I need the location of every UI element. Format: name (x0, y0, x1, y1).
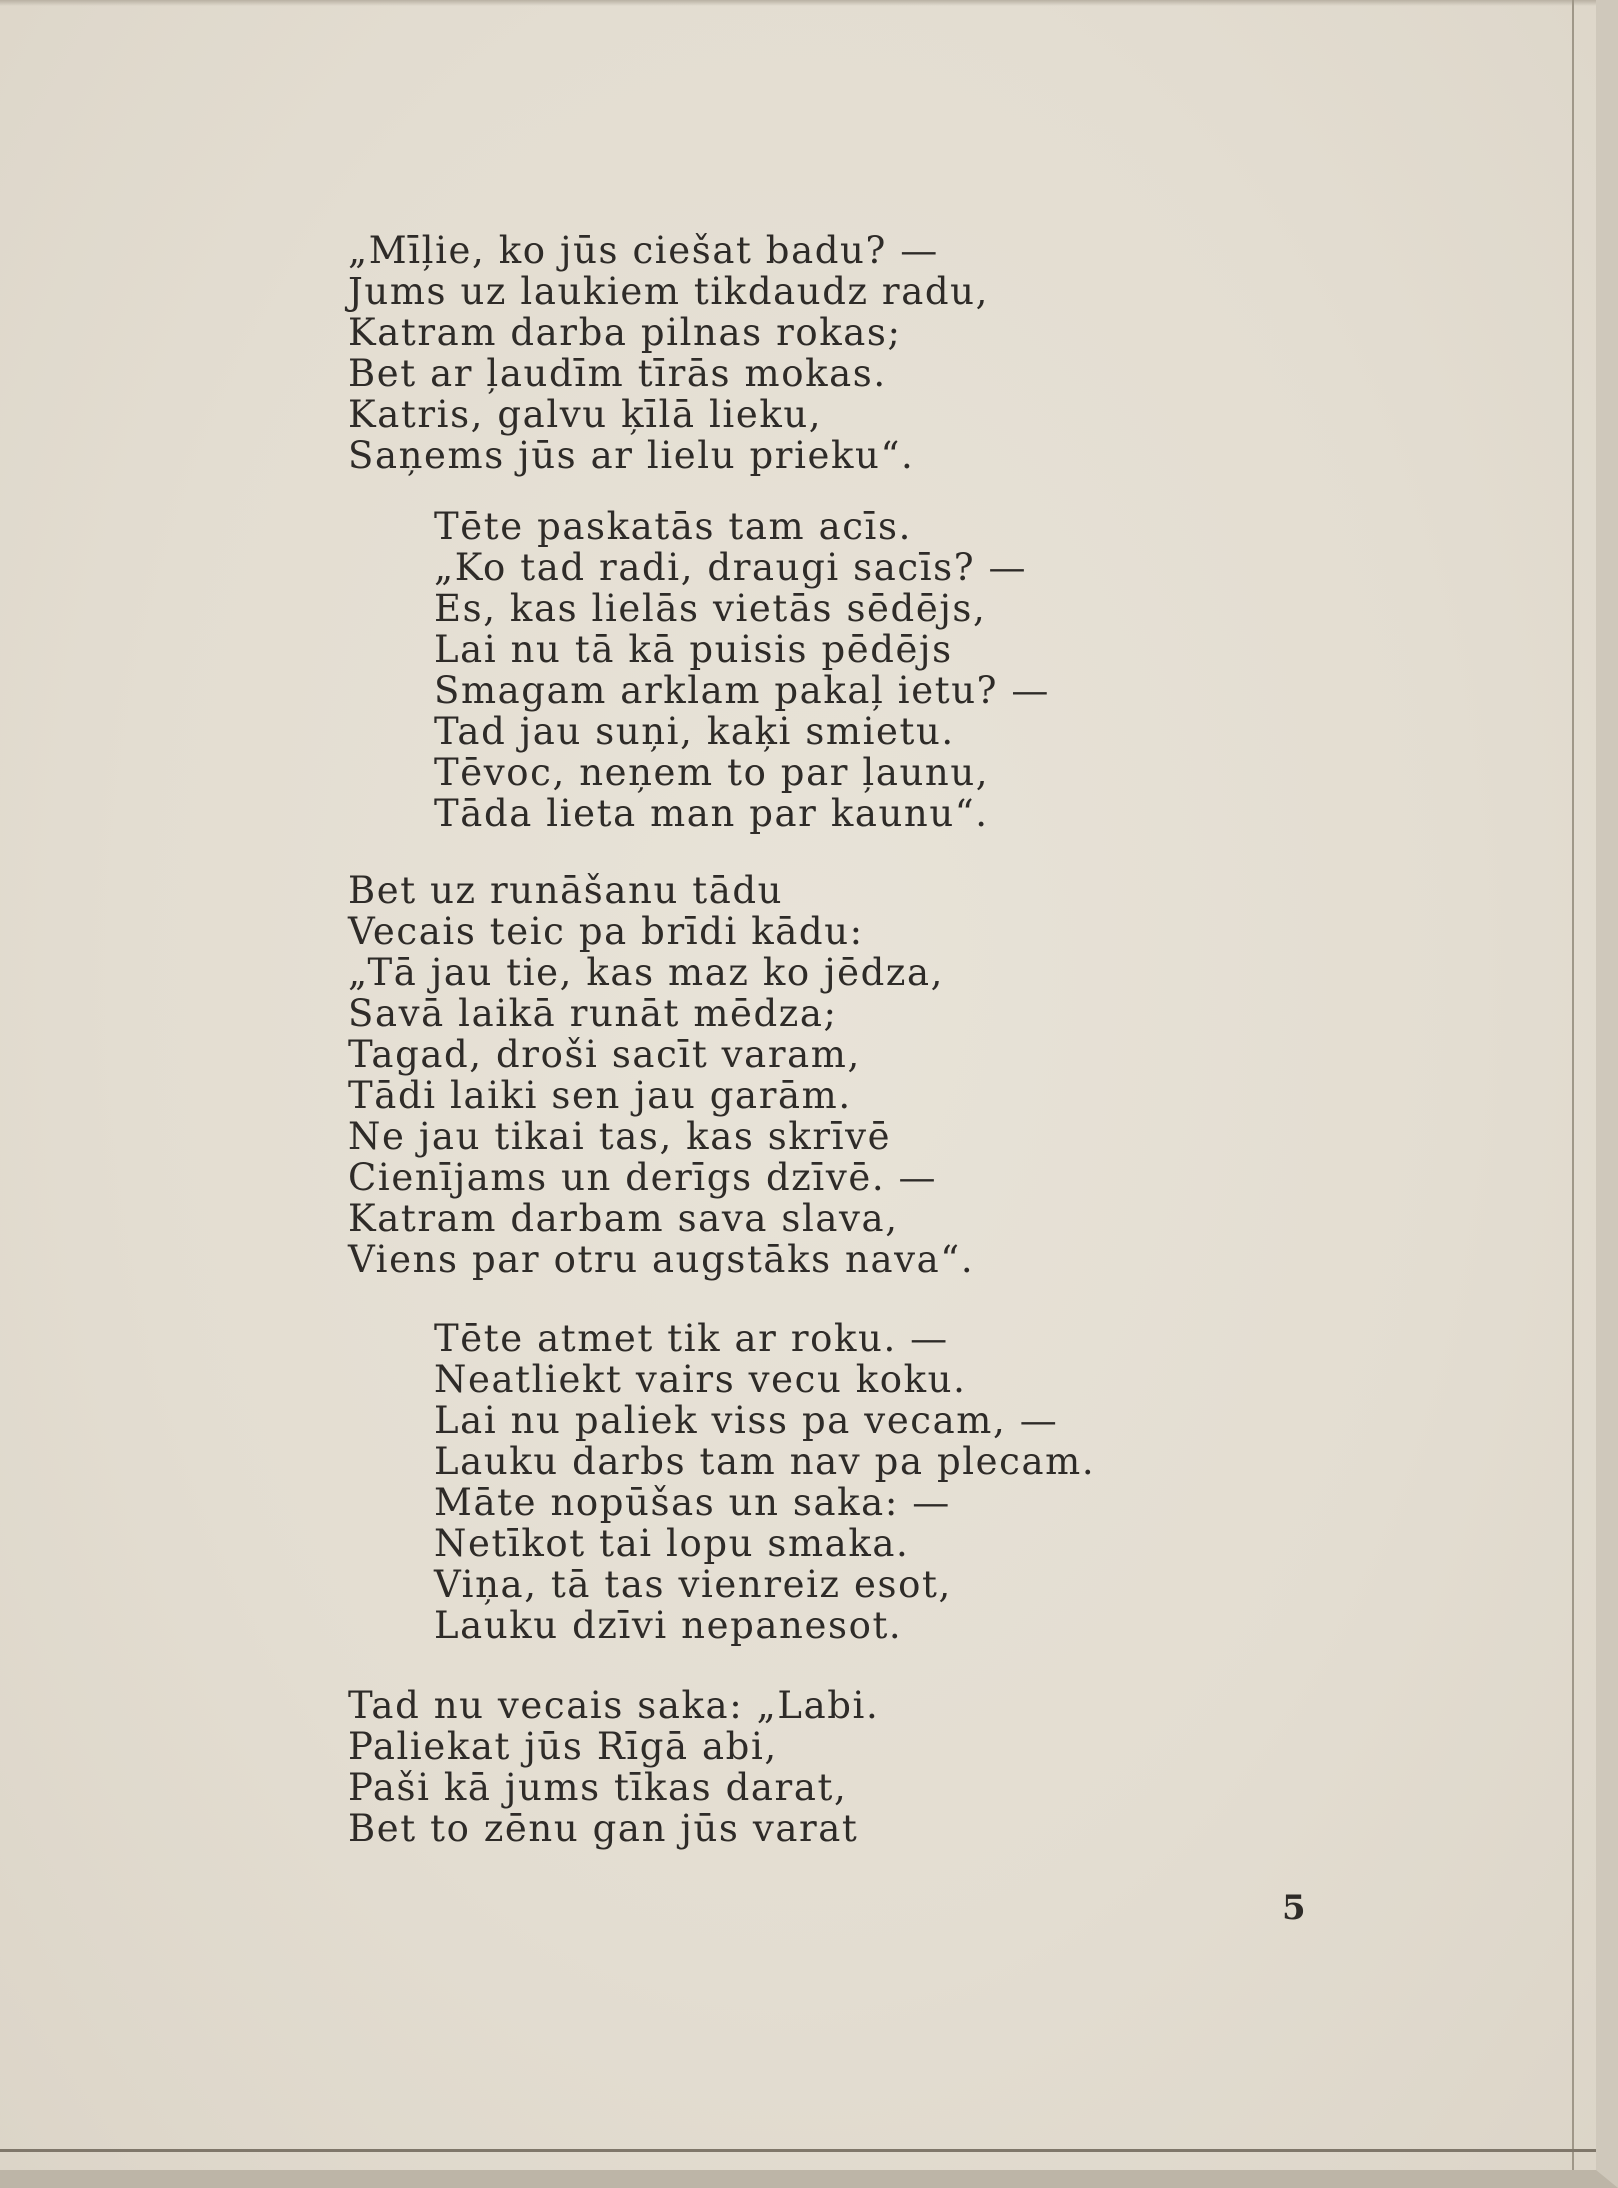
poem-line: Vecais teic pa brīdi kādu: (348, 910, 864, 953)
poem-line: Bet uz runāšanu tādu (348, 869, 784, 912)
poem-line: Paliekat jūs Rīgā abi, (348, 1725, 778, 1768)
stanza-2 (434, 506, 1050, 834)
poem-line: Lai nu paliek viss pa vecam, — (434, 1399, 1059, 1442)
poem-line: „Ko tad radi, draugi sacīs? — (434, 546, 1028, 589)
poem-line: Paši kā jums tīkas darat, (348, 1766, 848, 1809)
page-top-edge (0, 0, 1596, 6)
poem-line: Cienījams un derīgs dzīvē. — (348, 1156, 938, 1199)
poem-line: Tādi laiki sen jau garām. (348, 1074, 852, 1117)
poem-line: Bet to zēnu gan jūs varat (348, 1807, 859, 1850)
poem-line: Viens par otru augstāks nava“. (348, 1238, 975, 1281)
poem-line: Viņa, tā tas vienreiz esot, (434, 1563, 952, 1606)
poem-line: Katram darbam sava slava, (348, 1197, 899, 1240)
poem-line: Bet ar ļaudīm tīrās mokas. (348, 352, 887, 395)
stanza-4 (434, 1318, 1095, 1646)
poem-line: „Tā jau tie, kas maz ko jēdza, (348, 951, 945, 994)
poem-line: Katram darba pilnas rokas; (348, 311, 902, 354)
poem-line: Tāda lieta man par kaunu“. (434, 792, 989, 835)
poem-line: Lauku dzīvi nepanesot. (434, 1604, 903, 1647)
poem-line: Es, kas lielās vietās sēdējs, (434, 587, 987, 630)
stanza-5 (348, 1685, 879, 1849)
poem-line: Saņems jūs ar lielu prieku“. (348, 434, 915, 477)
poem-line: Tad jau suņi, kaķi smietu. (434, 710, 955, 753)
poem-line: Savā laikā runāt mēdza; (348, 992, 838, 1035)
poem-line: Neatliekt vairs vecu koku. (434, 1358, 967, 1401)
poem-line: Māte nopūšas un saka: — (434, 1481, 951, 1524)
poem-line: Tad nu vecais saka: „Labi. (348, 1684, 880, 1727)
poem-line: Tēvoc, neņem to par ļaunu, (434, 751, 990, 794)
poem-line: Tagad, droši sacīt varam, (348, 1033, 861, 1076)
poem-line: Ne jau tikai tas, kas skrīvē (348, 1115, 892, 1158)
poem-line: Lauku darbs tam nav pa plecam. (434, 1440, 1096, 1483)
poem-line: Lai nu tā kā puisis pēdējs (434, 628, 953, 671)
page-number: 5 (1282, 1888, 1306, 1928)
poem-line: Smagam arklam pakaļ ietu? — (434, 669, 1051, 712)
page-bottom-edge (0, 2149, 1596, 2152)
poem-line: Katris, galvu ķīlā lieku, (348, 393, 823, 436)
poem-line: „Mīļie, ko jūs ciešat badu? — (348, 229, 939, 272)
poem-line: Tēte atmet tik ar roku. — (434, 1317, 949, 1360)
stanza-3 (348, 870, 974, 1280)
page-right-edge (1572, 0, 1574, 2170)
poem-line: Tēte paskatās tam acīs. (434, 505, 912, 548)
poem-line: Jums uz laukiem tikdaudz radu, (348, 270, 989, 313)
stanza-1 (348, 230, 989, 476)
poem-line: Netīkot tai lopu smaka. (434, 1522, 910, 1565)
